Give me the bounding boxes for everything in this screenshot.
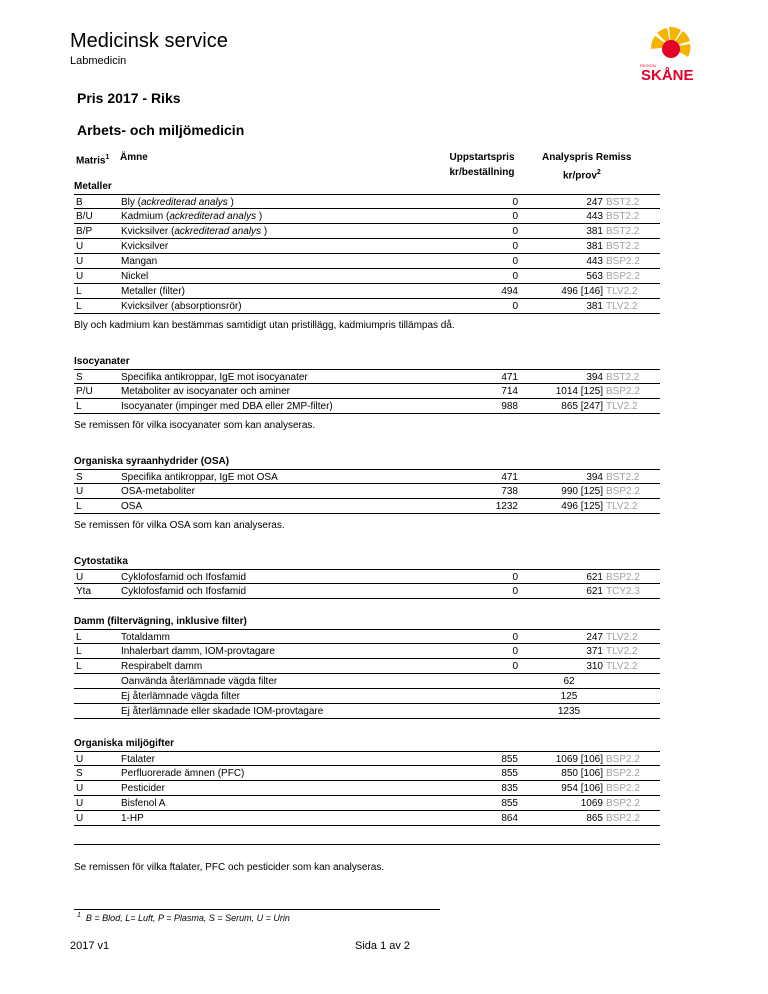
analyte-name: OSA — [121, 501, 143, 512]
col-start-line2: kr/beställning — [449, 167, 515, 178]
filter-price: 125 — [560, 691, 578, 702]
footnote-sup: 1 — [77, 912, 81, 919]
matrix-cell: U — [76, 241, 84, 252]
startup-price: 494 — [501, 286, 518, 297]
analyte-name-prefix: Bly ( — [121, 197, 141, 208]
footnote-text: B = Blod, L= Luft, P = Plasma, S = Serum, U = Urin — [85, 913, 290, 923]
remiss-code: BSP2.2 — [606, 486, 640, 497]
analyte-name: Ej återlämnade vägda filter — [121, 691, 240, 702]
analyte-name: Metaller (filter) — [121, 286, 185, 297]
logo-text: SKÅNE — [641, 67, 694, 84]
analyte-name — [121, 224, 267, 239]
group-block — [74, 180, 660, 333]
analyte-name: Kvicksilver (absorptionsrör) — [121, 301, 242, 312]
table-row — [74, 224, 660, 239]
analysis-price: 621 — [586, 572, 603, 583]
col-matris-sup: 1 — [105, 154, 110, 161]
analysis-price: 381 — [586, 226, 603, 237]
startup-price: 0 — [512, 271, 518, 282]
remiss-code: TLV2.2 — [606, 646, 638, 657]
analysis-price: 1069 [106] — [555, 754, 603, 765]
analysis-price: 394 — [586, 472, 603, 483]
table-row — [74, 239, 660, 254]
remiss-code: BSP2.2 — [606, 783, 640, 794]
analyte-name: Totaldamm — [121, 632, 170, 643]
matrix-cell: S — [76, 472, 83, 483]
matrix-cell: L — [76, 401, 82, 412]
matrix-cell: L — [76, 301, 82, 312]
remiss-code: BST2.2 — [606, 372, 640, 383]
table-row — [74, 659, 660, 674]
footnote — [77, 912, 290, 923]
remiss-code: TCY2.3 — [606, 586, 640, 597]
startup-price: 0 — [512, 241, 518, 252]
group-title: Isocyanater — [74, 356, 130, 367]
startup-price: 0 — [512, 226, 518, 237]
table-row — [74, 499, 660, 514]
table-row — [74, 269, 660, 284]
table-row — [74, 254, 660, 269]
group-note: Bly och kadmium kan bestämmas samtidigt utan pristillägg, kadmiumpris tillämpas då. — [74, 320, 455, 331]
group-block — [74, 355, 660, 433]
col-header-matris — [76, 150, 109, 168]
page-header-subtitle: Labmedicin — [70, 55, 127, 67]
table-row — [74, 689, 660, 704]
filter-price: 1235 — [557, 706, 581, 717]
analyte-name: Kvicksilver — [121, 241, 169, 252]
table-row — [74, 194, 660, 209]
analysis-price: 394 — [586, 372, 603, 383]
startup-price: 0 — [512, 301, 518, 312]
matrix-cell: U — [76, 486, 84, 497]
table-row — [74, 811, 660, 826]
group-title: Cytostatika — [74, 556, 128, 567]
analyte-name: 1-HP — [121, 813, 144, 824]
startup-price: 988 — [501, 401, 518, 412]
analysis-price: 496 [125] — [561, 501, 603, 512]
analyte-name: OSA-metaboliter — [121, 486, 195, 497]
remiss-code: BST2.2 — [606, 211, 640, 222]
table-row — [74, 674, 660, 689]
table-row — [74, 766, 660, 781]
accreditation-note: ackrediterad analys — [174, 226, 262, 237]
remiss-code: TLV2.2 — [606, 661, 638, 672]
startup-price: 855 — [501, 768, 518, 779]
analyte-name: Respirabelt damm — [121, 661, 203, 672]
remiss-code: BSP2.2 — [606, 798, 640, 809]
startup-price: 471 — [501, 372, 518, 383]
analysis-price: 621 — [586, 586, 603, 597]
section-title: Arbets- och miljömedicin — [77, 122, 245, 138]
table-row — [74, 569, 660, 584]
analyte-name: Pesticider — [121, 783, 165, 794]
group-title: Metaller — [74, 181, 112, 192]
remiss-code: TLV2.2 — [606, 632, 638, 643]
group-block — [74, 615, 660, 719]
matrix-cell: B/U — [76, 211, 93, 222]
analysis-price: 381 — [586, 241, 603, 252]
remiss-code: BST2.2 — [606, 226, 640, 237]
remiss-code: BSP2.2 — [606, 256, 640, 267]
matrix-cell: Yta — [76, 586, 92, 597]
startup-price: 0 — [512, 646, 518, 657]
matrix-cell: U — [76, 271, 84, 282]
remiss-code: BSP2.2 — [606, 271, 640, 282]
analyte-name: Oanvända återlämnade vägda filter — [121, 676, 278, 687]
analysis-price: 496 [146] — [561, 286, 603, 297]
analyte-name — [121, 209, 262, 224]
group-block — [74, 455, 660, 533]
table-row — [74, 644, 660, 659]
startup-price: 1232 — [495, 501, 518, 512]
col-price-sup: 2 — [596, 169, 601, 176]
matrix-cell: L — [76, 646, 82, 657]
table-row — [74, 299, 660, 314]
group-title: Organiska miljögifter — [74, 738, 175, 749]
remiss-code: BSP2.2 — [606, 386, 640, 397]
table-row — [74, 284, 660, 299]
analysis-price: 850 [106] — [561, 768, 603, 779]
table-row — [74, 469, 660, 484]
matrix-cell: L — [76, 501, 82, 512]
remiss-code: BST2.2 — [606, 241, 640, 252]
group-title: Damm (filtervägning, inklusive filter) — [74, 616, 247, 627]
matrix-cell: U — [76, 572, 84, 583]
remiss-code: BSP2.2 — [606, 754, 640, 765]
startup-price: 471 — [501, 472, 518, 483]
footer-version: 2017 v1 — [70, 940, 110, 952]
group-title: Organiska syraanhydrider (OSA) — [74, 456, 230, 467]
analyte-name-suffix: ) — [227, 197, 234, 208]
table-row — [74, 584, 660, 599]
remiss-code: BSP2.2 — [606, 572, 640, 583]
page-header-title: Medicinsk service — [70, 30, 228, 52]
table-row — [74, 384, 660, 399]
col-price-line2: kr/prov — [563, 170, 597, 182]
matrix-cell: L — [76, 632, 82, 643]
analyte-name-suffix: ) — [256, 211, 263, 222]
analyte-name: Inhalerbart damm, IOM-provtagare — [121, 646, 275, 657]
col-header-price — [542, 150, 632, 165]
analysis-price: 443 — [586, 256, 603, 267]
region-skane-logo — [638, 25, 704, 85]
analyte-name: Perfluorerade ämnen (PFC) — [121, 768, 245, 779]
table-row — [74, 751, 660, 766]
remiss-code: TLV2.2 — [606, 286, 638, 297]
table-row — [74, 209, 660, 224]
analyte-name-prefix: Kvicksilver ( — [121, 226, 175, 237]
analysis-price: 563 — [586, 271, 603, 282]
analyte-name: Specifika antikroppar, IgE mot OSA — [121, 472, 278, 483]
table-row — [74, 796, 660, 811]
startup-price: 0 — [512, 661, 518, 672]
remiss-code: BSP2.2 — [606, 768, 640, 779]
table-row — [74, 629, 660, 644]
startup-price: 0 — [512, 586, 518, 597]
analysis-price: 247 — [586, 197, 603, 208]
analysis-price: 1069 — [580, 798, 603, 809]
analyte-name-suffix: ) — [261, 226, 268, 237]
matrix-cell: B — [76, 197, 83, 208]
col-header-start — [445, 150, 519, 180]
matrix-cell: B/P — [76, 226, 93, 237]
table-row — [74, 781, 660, 796]
matrix-cell: P/U — [76, 386, 93, 397]
analyte-name: Bisfenol A — [121, 798, 166, 809]
col-price-line1: Analyspris — [542, 152, 594, 163]
table-row — [74, 399, 660, 414]
footnote-separator — [74, 909, 440, 910]
footer-page-number: Sida 1 av 2 — [355, 940, 411, 952]
group-block — [74, 737, 660, 875]
matrix-cell: U — [76, 783, 84, 794]
col-matris-label: Matris — [76, 155, 106, 167]
analysis-price: 990 [125] — [561, 486, 603, 497]
analysis-price: 443 — [586, 211, 603, 222]
startup-price: 714 — [501, 386, 518, 397]
table-row — [74, 369, 660, 384]
group-note: Se remissen för vilka ftalater, PFC och pesticider som kan analyseras. — [74, 862, 385, 873]
remiss-code: BSP2.2 — [606, 813, 640, 824]
analysis-price: 381 — [586, 301, 603, 312]
table-row — [74, 484, 660, 499]
startup-price: 0 — [512, 572, 518, 583]
table-row — [74, 704, 660, 719]
matrix-cell: S — [76, 768, 83, 779]
matrix-cell: L — [76, 286, 82, 297]
startup-price: 738 — [501, 486, 518, 497]
remiss-code: TLV2.2 — [606, 301, 638, 312]
analyte-name: Nickel — [121, 271, 149, 282]
analysis-price: 865 — [586, 813, 603, 824]
group-block — [74, 555, 660, 599]
matrix-cell: U — [76, 798, 84, 809]
accreditation-note: ackrediterad analys — [169, 211, 257, 222]
startup-price: 0 — [512, 256, 518, 267]
startup-price: 855 — [501, 798, 518, 809]
price-title: Pris 2017 - Riks — [77, 90, 181, 106]
analyte-name: Ftalater — [121, 754, 155, 765]
analyte-name: Isocyanater (impinger med DBA eller 2MP-filter) — [121, 401, 333, 412]
startup-price: 835 — [501, 783, 518, 794]
analyte-name: Metaboliter av isocyanater och aminer — [121, 386, 290, 397]
analysis-price: 865 [247] — [561, 401, 603, 412]
matrix-cell: L — [76, 661, 82, 672]
matrix-cell: U — [76, 256, 84, 267]
group-note: Se remissen för vilka isocyanater som kan analyseras. — [74, 420, 316, 431]
analysis-price: 954 [106] — [561, 783, 603, 794]
startup-price: 0 — [512, 632, 518, 643]
analyte-name-prefix: Kadmium ( — [121, 211, 170, 222]
col-remiss-label: Remiss — [595, 152, 632, 163]
startup-price: 0 — [512, 197, 518, 208]
analysis-price: 371 — [586, 646, 603, 657]
analyte-name: Ej återlämnade eller skadade IOM-provtagare — [121, 706, 324, 717]
logo-small-text: REGION — [640, 63, 656, 68]
bottom-rule — [74, 844, 660, 845]
analysis-price: 247 — [586, 632, 603, 643]
startup-price: 0 — [512, 211, 518, 222]
remiss-code: TLV2.2 — [606, 401, 638, 412]
matrix-cell: U — [76, 754, 84, 765]
analyte-name — [121, 195, 234, 210]
col-header-amne: Ämne — [120, 152, 148, 163]
remiss-code: TLV2.2 — [606, 501, 638, 512]
col-start-line1: Uppstartspris — [449, 152, 515, 163]
matrix-cell: S — [76, 372, 83, 383]
startup-price: 864 — [501, 813, 518, 824]
analyte-name: Cyklofosfamid och Ifosfamid — [121, 572, 247, 583]
filter-price: 62 — [563, 676, 575, 687]
remiss-code: BST2.2 — [606, 197, 640, 208]
analyte-name: Cyklofosfamid och Ifosfamid — [121, 586, 247, 597]
analyte-name: Mangan — [121, 256, 158, 267]
startup-price: 855 — [501, 754, 518, 765]
analyte-name: Specifika antikroppar, IgE mot isocyanater — [121, 372, 308, 383]
analysis-price: 1014 [125] — [555, 386, 603, 397]
analysis-price: 310 — [586, 661, 603, 672]
matrix-cell: U — [76, 813, 84, 824]
group-note: Se remissen för vilka OSA som kan analyseras. — [74, 520, 285, 531]
remiss-code: BST2.2 — [606, 472, 640, 483]
accreditation-note: ackrediterad analys — [141, 197, 228, 208]
